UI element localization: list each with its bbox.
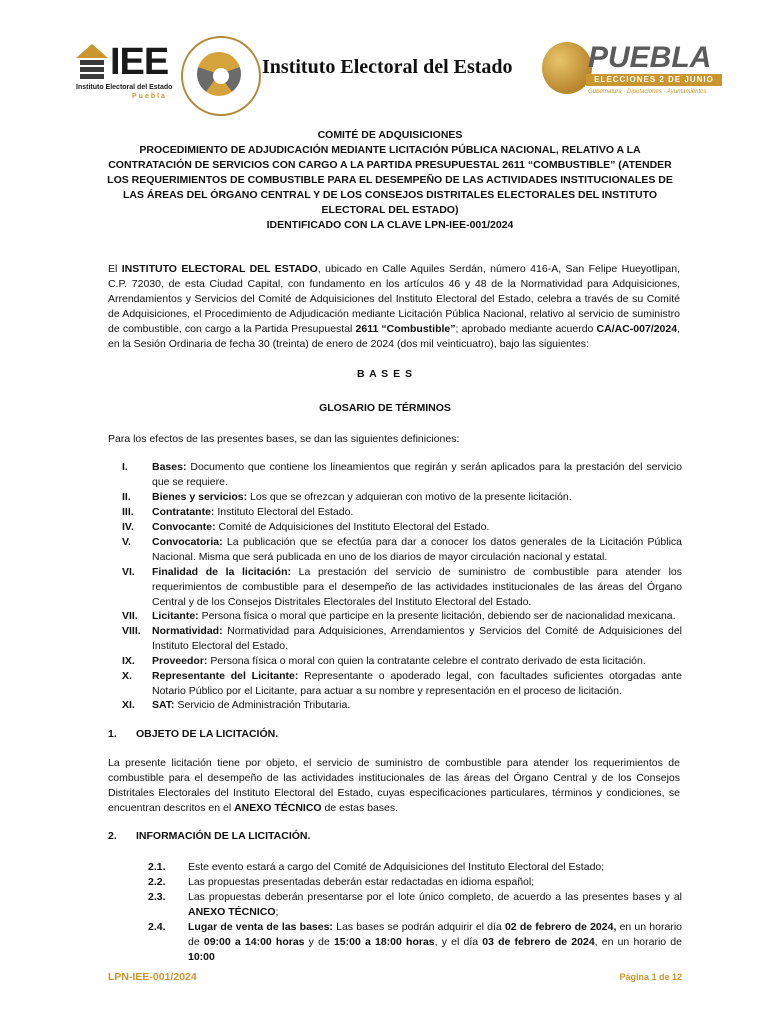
puebla-elections-logo: [542, 42, 742, 102]
bases-heading: B A S E S: [356, 368, 414, 380]
section-heading: 2. INFORMACIÓN DE LA LICITACIÓN.: [108, 830, 311, 842]
elections-subtitle: Gubernatura · Diputaciones · Ayuntamientos: [588, 89, 707, 95]
section-paragraph: La presente licitación tiene por objeto, el servicio de suministro de combustible para atender los requerimientos de combustible para el desempeño de las actividades institucionales de las áreas del Órgano Central y de los Consejos Distritales Electorales del Instituto Electoral del Estado, cuyas especificaciones particulares, términos y condiciones, se encuentran descritos en el ANEXO TÉCNICO de estas bases.: [108, 757, 680, 814]
title-line: PROCEDIMIENTO DE ADJUDICACIÓN MEDIANTE LICITACIÓN PÚBLICA NACIONAL, RELATIVO A LA: [139, 144, 641, 156]
puebla-word: PUEBLA: [588, 41, 712, 74]
title-line: CONTRATACIÓN DE SERVICIOS CON CARGO A LA PARTIDA PRESUPUESTAL 2611 “COMBUSTIBLE” (ATENDER: [108, 159, 672, 171]
document-title: [100, 128, 680, 233]
equality-seal-logo: [181, 36, 261, 116]
section-heading: 1. OBJETO DE LA LICITACIÓN.: [108, 728, 279, 740]
iee-logo-subtitle: Instituto Electoral del Estado: [76, 84, 173, 91]
iee-logo-city: Puebla: [132, 93, 167, 100]
title-line: LOS REQUERIMIENTOS DE COMBUSTIBLE PARA EL DESEMPEÑO DE LAS ACTIVIDADES INSTITUCIONALES DE: [107, 174, 673, 186]
title-line: IDENTIFICADO CON LA CLAVE LPN-IEE-001/2024: [266, 219, 514, 231]
ballot-box-icon: [76, 44, 108, 82]
globe-icon: [542, 42, 592, 94]
glossary-heading: GLOSARIO DE TÉRMINOS: [319, 402, 451, 414]
footer-page-number: Página 1 de 12: [619, 972, 682, 982]
title-line: LAS ÁREAS DEL ÓRGANO CENTRAL Y DE LOS CONSEJOS DISTRITALES ELECTORALES DEL INSTITUTO: [122, 189, 657, 201]
iee-logo: [76, 41, 176, 104]
institute-title: Instituto Electoral del Estado: [262, 56, 513, 78]
title-line: COMITÉ DE ADQUISICIONES: [317, 129, 463, 141]
elections-date-band: ELECCIONES 2 DE JUNIO: [586, 74, 722, 86]
intro-paragraph: El INSTITUTO ELECTORAL DEL ESTADO, ubicado en Calle Aquiles Serdán, número 416-A, San Felipe Hueyotlipan, C.P. 72030, de esta Ciudad Capital, con fundamento en los artículos 46 y 48 de la Normatividad para Adquisiciones, Arrendamientos y Servicios del Comité de Adquisiciones del Instituto Electoral del Estado, celebra a través de su Comité de Adquisiciones, el Procedimiento de Adjudicación mediante Licitación Pública Nacional, relativo al servicio de suministro de combustible, con cargo a la Partida Presupuestal 2611 “Combustible”; aprobado mediante acuerdo CA/AC-007/2024, en la Sesión Ordinaria de fecha 30 (treinta) de enero de 2024 (dos mil veinticuatro), bajo las siguientes:: [108, 263, 680, 350]
footer-document-code: LPN-IEE-001/2024: [108, 971, 197, 983]
title-line: ELECTORAL DEL ESTADO): [321, 204, 459, 216]
glossary-intro: Para los efectos de las presentes bases, se dan las siguientes definiciones:: [108, 433, 460, 445]
iee-logo-word: IEE: [110, 41, 169, 83]
